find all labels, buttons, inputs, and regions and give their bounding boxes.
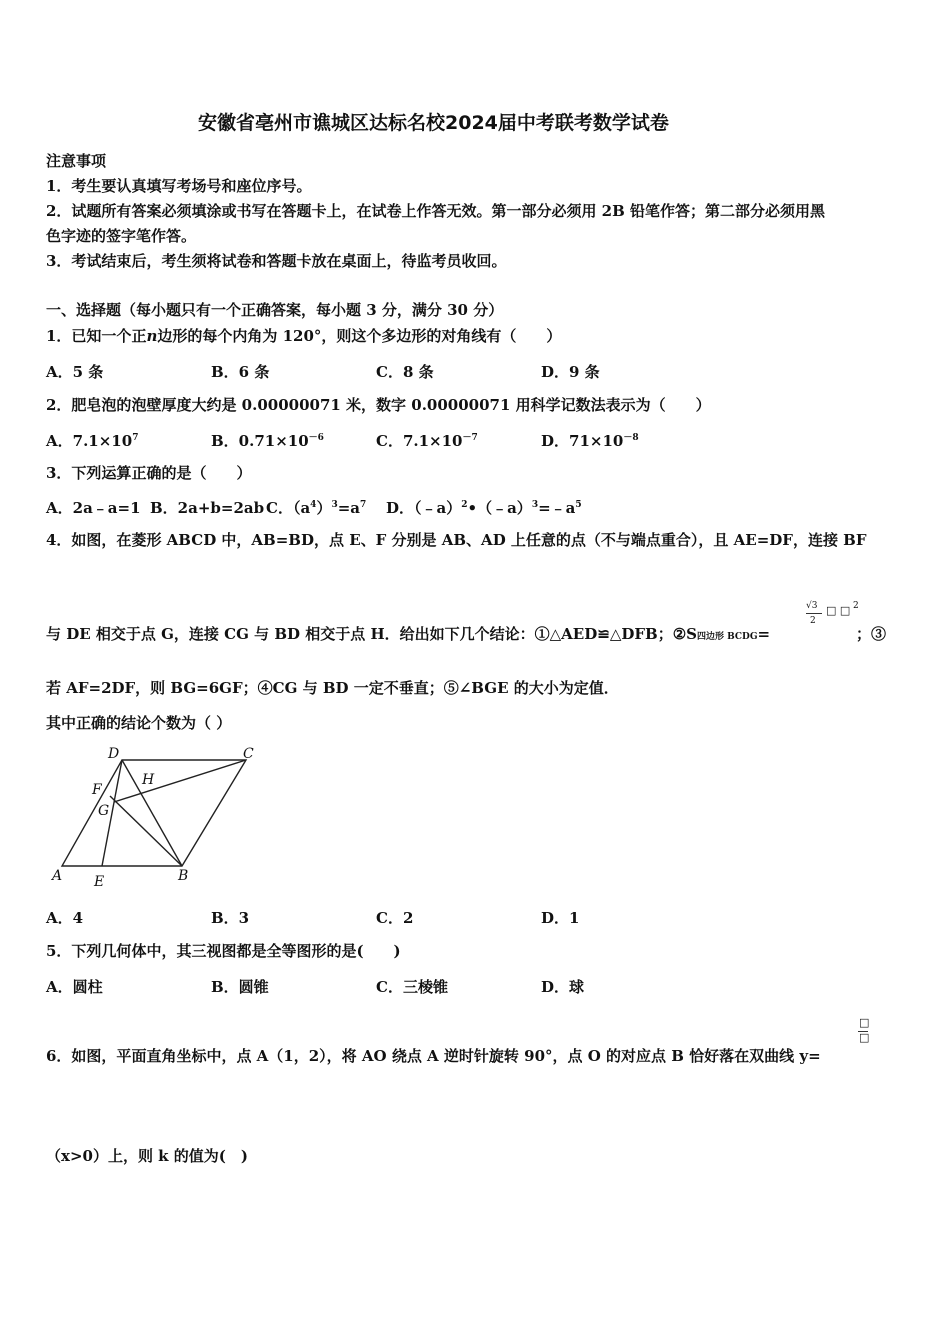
label-f: F xyxy=(92,782,102,798)
q3-c-exp: 7 xyxy=(360,500,367,510)
q4-equals: = xyxy=(757,625,771,643)
q3-option-c[interactable] xyxy=(266,497,366,518)
question-1-stem xyxy=(46,327,561,345)
question-6-line-1: 6．如图，平面直角坐标中，点 A（1，2），将 AO 绕点 A 逆时针旋转 90°，点 O 的对应点 B 恰好落在双曲线 y= xyxy=(46,1047,821,1065)
q3-option-a[interactable]: A．2a﹣a=1 xyxy=(46,499,141,517)
question-5-stem: 5．下列几何体中，其三视图都是全等图形的是( ) xyxy=(46,942,401,960)
question-4-line-2 xyxy=(46,625,770,646)
q3-c-exp: 4 xyxy=(310,500,317,510)
q2-option-d[interactable] xyxy=(541,430,639,451)
section-heading: 一、选择题（每小题只有一个正确答案，每小题 3 分，满分 30 分） xyxy=(46,301,504,319)
q3-d-exp: 5 xyxy=(575,500,582,510)
q2-d-exp: －8 xyxy=(623,433,639,443)
question-6-line-2: （x>0）上，则 k 的值为( ) xyxy=(46,1147,248,1165)
label-h: H xyxy=(142,772,155,788)
q3-option-b[interactable]: B．2a+b=2ab xyxy=(150,499,265,517)
q1-stem-part: 1．已知一个正 xyxy=(46,327,147,345)
q1-stem-part: 边形的每个内角为 120°，则这个多边形的对角线有（ ） xyxy=(157,327,562,345)
q4-option-b[interactable]: B．3 xyxy=(211,909,250,927)
page-title: 安徽省亳州市谯城区达标名校2024届中考联考数学试卷 xyxy=(198,112,669,134)
q4-line2-end: ；③ xyxy=(856,625,887,643)
q6-fraction-numerator: □ xyxy=(859,1016,870,1029)
q2-option-a[interactable] xyxy=(46,430,138,451)
q2-d-base: D．71×10 xyxy=(541,432,624,450)
label-b: B xyxy=(178,868,189,884)
q2-option-c[interactable] xyxy=(376,430,478,451)
q4-line2-text: 与 DE 相交于点 G，连接 CG 与 BD 相交于点 H．给出如下几个结论：①△AED≌△DFB；②S xyxy=(46,625,697,643)
question-3-stem: 3．下列运算正确的是（ ） xyxy=(46,464,252,482)
q1-option-a[interactable]: A．5 条 xyxy=(46,363,104,381)
notice-item-1: 1．考生要认真填写考场号和座位序号。 xyxy=(46,177,312,195)
q1-option-c[interactable]: C．8 条 xyxy=(376,363,434,381)
q3-d-part: =﹣a xyxy=(538,499,576,517)
q3-d-exp: 2 xyxy=(461,500,468,510)
q2-b-base: B．0.71×10 xyxy=(211,432,309,450)
label-d: D xyxy=(108,746,120,762)
q4-fraction-tail: □ □ xyxy=(826,604,851,617)
label-g: G xyxy=(98,803,110,819)
q4-area-subscript: 四边形 BCDG xyxy=(696,632,758,642)
question-4-line-3: 若 AF=2DF，则 BG=6GF；④CG 与 BD 一定不垂直；⑤∠BGE 的大小为定值． xyxy=(46,679,619,697)
segment-bf xyxy=(110,796,182,866)
notice-item-2a: 2．试题所有答案必须填涂或书写在答题卡上，在试卷上作答无效。第一部分必须用 2B 铅笔作答；第二部分必须用黑 xyxy=(46,202,826,220)
q3-c-part: C．（a xyxy=(266,499,311,517)
notice-item-3: 3．考试结束后，考生须将试卷和答题卡放在桌面上，待监考员收回。 xyxy=(46,252,507,270)
q2-c-exp: －7 xyxy=(462,433,478,443)
q3-d-exp: 3 xyxy=(531,500,539,510)
q2-c-base: C．7.1×10 xyxy=(376,432,463,450)
q5-option-b[interactable]: B．圆锥 xyxy=(211,978,269,996)
question-4-line-4: 其中正确的结论个数为（ ） xyxy=(46,714,232,732)
q3-c-part: =a xyxy=(337,499,361,517)
q4-option-a[interactable]: A．4 xyxy=(46,909,84,927)
q2-a-exp: 7 xyxy=(132,433,139,443)
q2-option-b[interactable] xyxy=(211,430,324,451)
q3-d-part: •（﹣a） xyxy=(467,499,532,517)
q4-fraction-numerator: √3 xyxy=(806,601,818,611)
q5-option-c[interactable]: C．三棱锥 xyxy=(376,978,448,996)
notice-heading: 注意事项 xyxy=(46,152,107,170)
q6-fraction-denominator: □ xyxy=(859,1031,870,1044)
q2-b-exp: －6 xyxy=(308,433,324,443)
q1-stem-n: n xyxy=(146,327,158,345)
q2-a-base: A．7.1×10 xyxy=(46,432,133,450)
q4-option-d[interactable]: D．1 xyxy=(541,909,580,927)
q1-option-b[interactable]: B．6 条 xyxy=(211,363,270,381)
label-a: A xyxy=(52,868,63,884)
label-e: E xyxy=(94,874,105,890)
q4-option-c[interactable]: C．2 xyxy=(376,909,414,927)
label-c: C xyxy=(243,746,254,762)
q3-c-part: ） xyxy=(316,499,332,517)
q1-option-d[interactable]: D．9 条 xyxy=(541,363,600,381)
rhombus-figure xyxy=(40,738,270,893)
q3-d-part: D．（﹣a） xyxy=(386,499,462,517)
q4-fraction-bar xyxy=(806,613,822,614)
q3-option-d[interactable] xyxy=(386,497,582,518)
question-2-stem: 2．肥皂泡的泡壁厚度大约是 0.00000071 米，数字 0.00000071 用科学记数法表示为（ ） xyxy=(46,396,711,414)
q4-fraction-exponent: 2 xyxy=(853,601,859,611)
q5-option-d[interactable]: D．球 xyxy=(541,978,585,996)
q3-c-exp: 3 xyxy=(331,500,338,510)
notice-item-2b: 色字迹的签字笔作答。 xyxy=(46,227,197,245)
question-4-line-1: 4．如图，在菱形 ABCD 中，AB=BD，点 E、F 分别是 AB、AD 上任意的点（不与端点重合），且 AE=DF，连接 BF xyxy=(46,531,867,549)
q4-fraction-denominator: 2 xyxy=(810,616,816,626)
q5-option-a[interactable]: A．圆柱 xyxy=(46,978,103,996)
